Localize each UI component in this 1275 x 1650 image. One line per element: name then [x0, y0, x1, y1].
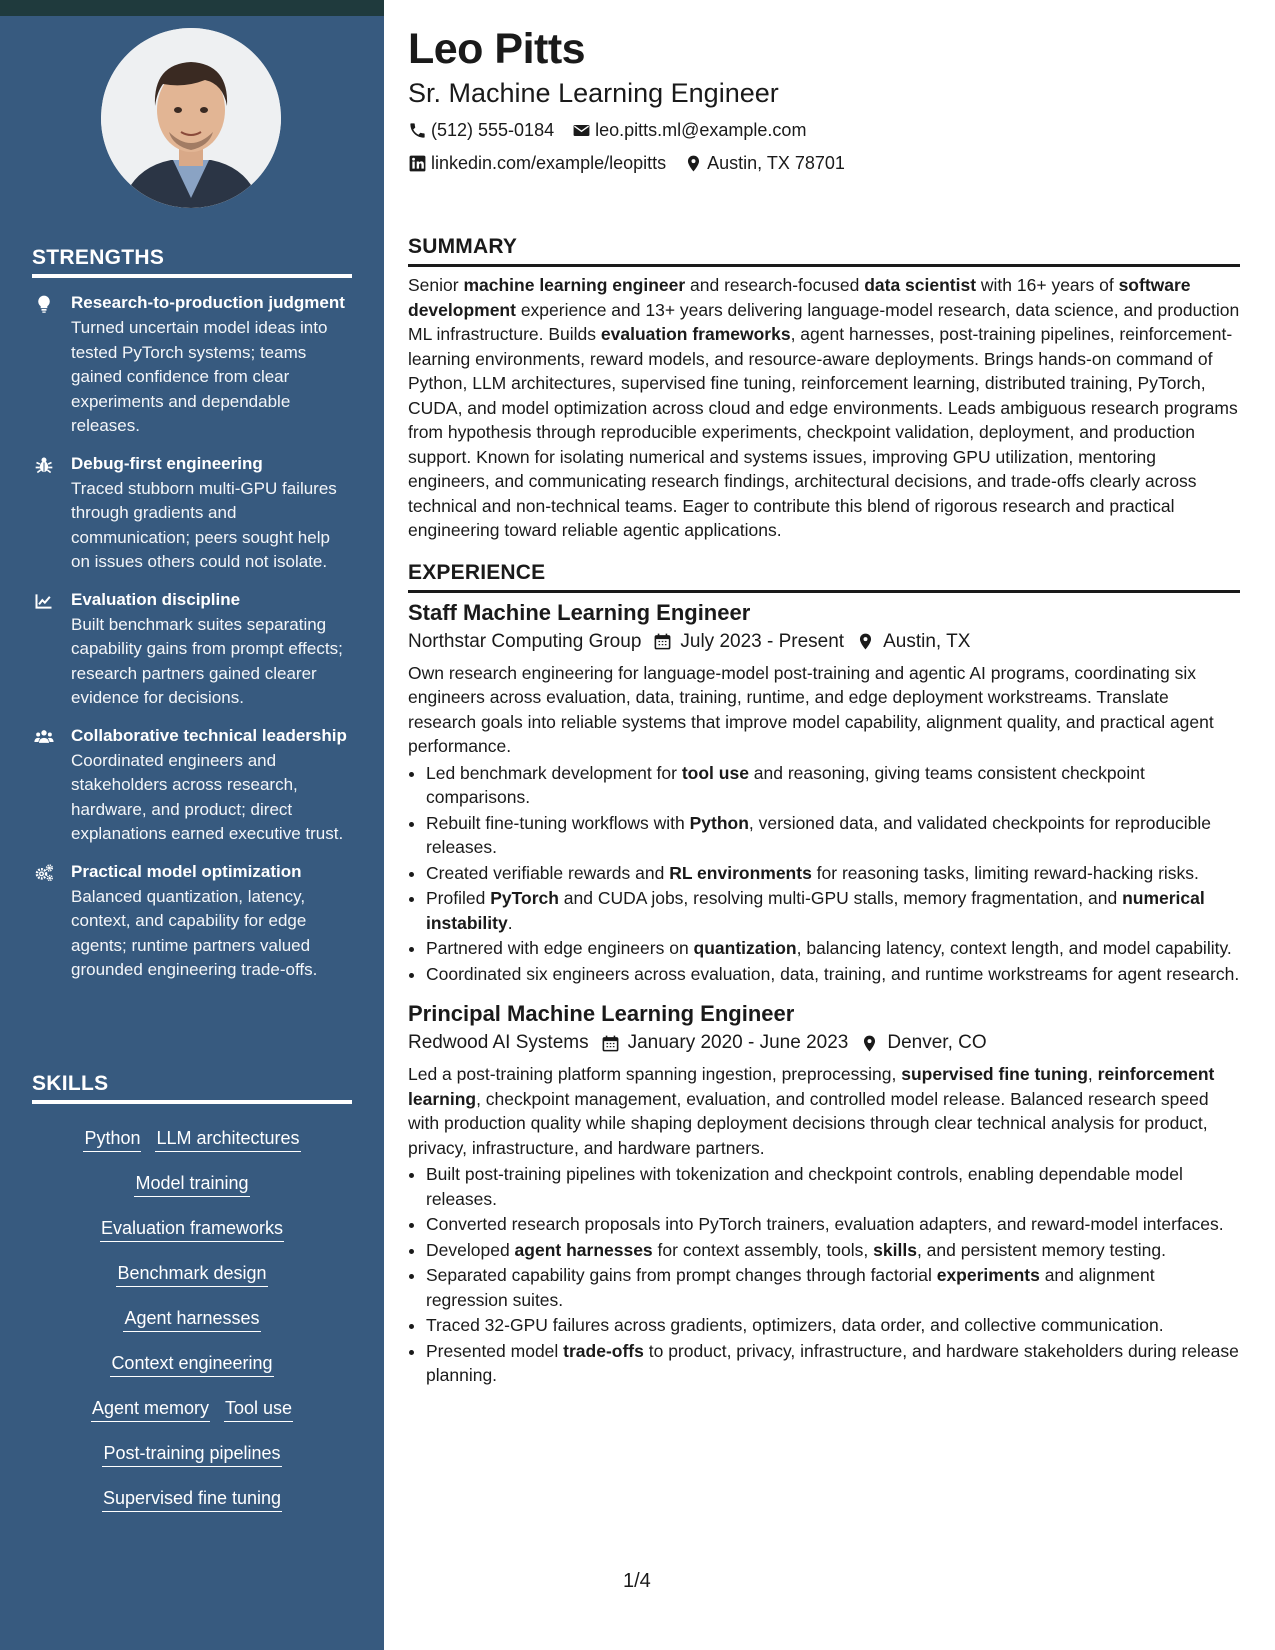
skills-heading: SKILLS — [32, 1072, 352, 1104]
main-content — [408, 22, 1240, 1389]
skills-row — [32, 1342, 352, 1387]
contact-row-1 — [408, 114, 1240, 146]
strength-title: Collaborative technical leadership — [71, 725, 347, 745]
bullet-item — [426, 962, 1240, 987]
phone-text: (512) 555-0184 — [431, 120, 555, 140]
job-title: Staff Machine Learning Engineer — [408, 599, 751, 625]
job-dates — [653, 627, 844, 657]
text-segment: Coordinated six engineers across evaluation, data, training, and runtime workstreams for agent research. — [426, 963, 1240, 984]
lightbulb-icon — [33, 294, 55, 314]
page-number: 1/4 — [623, 1570, 651, 1592]
phone-icon — [408, 121, 427, 140]
envelope-icon — [572, 121, 591, 140]
text-segment: , versioned data, and validated checkpoints for reproducible releases. — [426, 812, 1211, 857]
text-segment: to product, privacy, infrastructure, and hardware stakeholders during release planning. — [426, 1340, 1239, 1385]
skills-list — [32, 1117, 352, 1522]
bold-keyword: reinforcement learning — [408, 1064, 1215, 1109]
skill-tag: Agent harnesses — [123, 1307, 260, 1332]
text-segment: and research-focused — [685, 275, 865, 295]
skills-row — [32, 1162, 352, 1207]
experience-heading: EXPERIENCE — [408, 561, 1240, 593]
text-segment: Own research engineering for language-model post-training and agentic AI programs, coordinating six engineers across evaluation, data, training, runtime, and edge deployment workstreams. Translate research goals into reliable systems that improve model capability, alignment quality, and practical agent performance. — [408, 662, 1214, 756]
text-segment: Built post-training pipelines with tokenization and checkpoint controls, enabling dependable model releases. — [426, 1164, 1183, 1209]
text-segment: and reasoning, giving teams consistent checkpoint comparisons. — [426, 762, 1145, 807]
contact-row-2 — [408, 147, 1240, 179]
bold-keyword: agent harnesses — [514, 1239, 653, 1260]
location-text: Austin, TX 78701 — [707, 153, 845, 173]
strength-description: Balanced quantization, latency, context, and capability for edge agents; runtime partners valued grounded engineering trade-offs. — [71, 886, 318, 979]
email-contact[interactable] — [572, 114, 806, 146]
bold-keyword: supervised fine tuning — [901, 1064, 1088, 1084]
map-pin-icon — [856, 632, 875, 651]
users-icon — [33, 727, 55, 747]
text-segment: , — [1087, 1064, 1098, 1084]
skills-row — [32, 1387, 352, 1432]
job-bullets — [408, 761, 1240, 987]
top-accent-bar — [0, 0, 384, 16]
text-segment: Profiled — [426, 888, 491, 908]
bold-keyword: data scientist — [864, 275, 977, 295]
text-segment: Created verifiable rewards and — [426, 862, 670, 883]
text-segment: , agent harnesses, post-training pipelines, reinforcement-learning environments, reward models, and resource-aware deployments. Brings hands-on command of Python, LLM architectures, supervised fine tuning, reinforcement learning, distributed training, PyTorch, CUDA, and model optimization across cloud and edge environments. Leads ambiguous research programs from hypothesis through reproducible experiments, checkpoint validation, deployment, and production support. Known for isolating numerical and systems issues, improving GPU utilization, mentoring engineers, and communicating research findings, architectural decisions, and trade-offs clearly across technical and non-technical teams. Eager to contribute this blend of rigorous research and practical engineering toward reliable agentic applications. — [408, 324, 1238, 540]
text-segment: for context assembly, tools, — [652, 1239, 874, 1260]
skill-tag: Supervised fine tuning — [102, 1487, 282, 1512]
skill-tag: LLM architectures — [155, 1127, 300, 1152]
strength-description: Turned uncertain model ideas into tested PyTorch systems; teams gained confidence from clear experiments and dependable releases. — [71, 318, 328, 435]
gears-icon — [33, 863, 55, 883]
job-dates — [601, 1028, 849, 1058]
text-segment: Presented model — [426, 1340, 564, 1361]
sidebar — [0, 16, 384, 1650]
text-segment: experience and 13+ years delivering language-model research, data science, and production ML infrastructure. Builds — [408, 299, 1240, 344]
skills-section — [32, 1072, 352, 1522]
bold-keyword: quantization — [693, 938, 797, 958]
map-pin-icon — [860, 1034, 879, 1053]
bullet-item — [426, 861, 1240, 886]
map-pin-icon — [684, 154, 703, 173]
text-segment: Traced 32-GPU failures across gradients, optimizers, data order, and collective communication. — [426, 1315, 1164, 1335]
bold-keyword: tool use — [681, 762, 749, 783]
strength-title: Evaluation discipline — [71, 589, 241, 609]
bullet-item — [426, 1212, 1240, 1237]
skill-tag: Model training — [134, 1172, 249, 1197]
email-text[interactable]: leo.pitts.ml@example.com — [595, 120, 807, 140]
bold-keyword: skills — [873, 1239, 917, 1260]
job-dates-text: January 2020 - June 2023 — [627, 1032, 849, 1053]
job-location — [856, 627, 970, 657]
skills-row — [32, 1252, 352, 1297]
text-segment: and alignment regression suites. — [426, 1265, 1155, 1310]
strength-title: Debug-first engineering — [71, 453, 263, 473]
job-entry — [408, 1000, 1240, 1388]
bold-keyword: software development — [408, 275, 1191, 320]
text-segment: Developed — [426, 1239, 515, 1260]
job-meta — [408, 627, 1240, 657]
strengths-section — [32, 246, 352, 983]
text-segment: Converted research proposals into PyTorch trainers, evaluation adapters, and reward-model interfaces. — [426, 1214, 1224, 1234]
strengths-list — [32, 292, 352, 983]
linkedin-icon — [408, 154, 427, 173]
job-dates-text: July 2023 - Present — [680, 630, 845, 652]
experience-section — [408, 561, 1240, 1388]
location-contact — [684, 147, 845, 179]
text-segment: , and persistent memory testing. — [916, 1239, 1166, 1260]
text-segment: Senior — [408, 275, 464, 295]
job-meta — [408, 1028, 1240, 1058]
job-entry — [408, 599, 1240, 987]
job-bullets — [408, 1162, 1240, 1388]
summary-heading: SUMMARY — [408, 235, 1240, 267]
strength-title: Practical model optimization — [71, 861, 302, 881]
skills-row — [32, 1477, 352, 1522]
text-segment: , balancing latency, context length, and model capability. — [796, 938, 1232, 958]
strength-item — [32, 589, 352, 711]
bold-keyword: evaluation frameworks — [600, 324, 791, 344]
strength-title: Research-to-production judgment — [71, 293, 345, 312]
bold-keyword: machine learning engineer — [463, 275, 686, 295]
job-description — [408, 1062, 1240, 1160]
skills-row — [32, 1297, 352, 1342]
calendar-icon — [601, 1034, 620, 1053]
text-segment: with 16+ years of — [976, 275, 1119, 295]
strength-item — [32, 292, 352, 439]
skill-tag: Python — [83, 1127, 141, 1152]
skills-row — [32, 1432, 352, 1477]
bullet-item — [426, 811, 1240, 860]
skill-tag: Evaluation frameworks — [100, 1217, 284, 1242]
text-segment: Partnered with edge engineers on — [426, 938, 694, 958]
candidate-name: Leo Pitts — [408, 25, 586, 73]
text-segment: Led benchmark development for — [426, 762, 682, 783]
strength-description: Built benchmark suites separating capability gains from prompt effects; research partners gained clearer evidence for decisions. — [71, 614, 343, 707]
strength-description: Traced stubborn multi-GPU failures through gradients and communication; peers sought help on issues others could not isolate. — [71, 478, 337, 571]
job-title: Principal Machine Learning Engineer — [408, 1001, 795, 1026]
job-description — [408, 661, 1240, 759]
bullet-item — [426, 761, 1240, 810]
skill-tag: Benchmark design — [116, 1262, 267, 1287]
text-segment: . — [507, 912, 513, 933]
text-segment: and CUDA jobs, resolving multi-GPU stalls, memory fragmentation, and — [558, 888, 1123, 908]
bullet-item — [426, 936, 1240, 961]
skill-tag: Tool use — [224, 1397, 293, 1422]
skill-tag: Context engineering — [110, 1352, 273, 1377]
text-segment: Separated capability gains from prompt changes through factorial — [426, 1265, 937, 1285]
strength-item — [32, 453, 352, 575]
text-segment: Led a post-training platform spanning ingestion, preprocessing, — [408, 1064, 902, 1084]
phone-contact — [408, 114, 554, 146]
strength-item — [32, 861, 352, 983]
bug-icon — [33, 455, 55, 475]
text-segment: for reasoning tasks, limiting reward-hacking risks. — [811, 862, 1199, 883]
linkedin-text[interactable]: linkedin.com/example/leopitts — [431, 153, 667, 173]
job-location-text: Denver, CO — [887, 1032, 987, 1053]
bullet-item — [426, 1339, 1240, 1388]
summary-section — [408, 235, 1240, 543]
bold-keyword: PyTorch — [490, 888, 559, 908]
skills-row — [32, 1207, 352, 1252]
bullet-item — [426, 886, 1240, 935]
bold-keyword: RL environments — [669, 862, 812, 883]
bullet-item — [426, 1313, 1240, 1338]
summary-text — [408, 273, 1240, 543]
text-segment: , checkpoint management, evaluation, and controlled model release. Balanced research speed with production quality while shaping deployment decisions through clear technical analysis for product, privacy, infrastructure, and hardware partners. — [408, 1088, 1209, 1158]
strengths-heading: STRENGTHS — [32, 246, 352, 278]
skill-tag: Post-training pipelines — [102, 1442, 281, 1467]
bold-keyword: experiments — [936, 1265, 1040, 1285]
linkedin-contact[interactable] — [408, 147, 666, 179]
bold-keyword: trade-offs — [563, 1340, 644, 1361]
jobs-list — [408, 599, 1240, 1388]
skills-row — [32, 1117, 352, 1162]
bold-keyword: numerical instability — [426, 888, 1205, 933]
bullet-item — [426, 1238, 1240, 1263]
avatar — [101, 28, 281, 208]
strength-description: Coordinated engineers and stakeholders across research, hardware, and product; direct explanations earned executive trust. — [71, 750, 344, 843]
bold-keyword: Python — [689, 812, 749, 833]
job-location — [860, 1028, 986, 1058]
job-location-text: Austin, TX — [883, 630, 971, 652]
chart-line-icon — [33, 591, 55, 611]
text-segment: Rebuilt fine-tuning workflows with — [426, 812, 690, 833]
strength-item — [32, 725, 352, 847]
bullet-item — [426, 1263, 1240, 1312]
skill-tag: Agent memory — [91, 1397, 210, 1422]
candidate-title: Sr. Machine Learning Engineer — [408, 78, 779, 108]
company-name: Redwood AI Systems — [408, 1032, 589, 1053]
calendar-icon — [653, 632, 672, 651]
company-name: Northstar Computing Group — [408, 630, 642, 652]
bullet-item — [426, 1162, 1240, 1211]
